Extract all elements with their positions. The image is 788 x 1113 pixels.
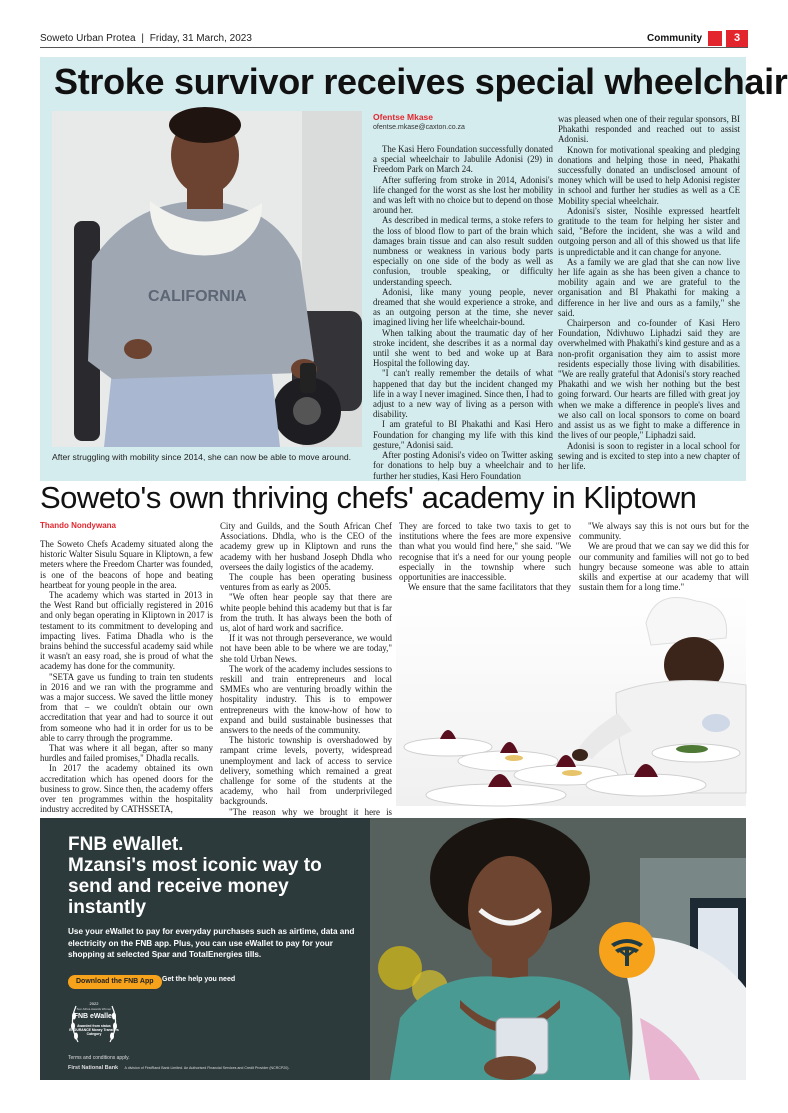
article-headline: Stroke survivor receives special wheelchair <box>54 61 788 102</box>
paragraph: "We often hear people say that there are white people behind this academy but that is far from the truth. It has always been the both of us, alot of hard work and sacrifice. <box>220 592 392 634</box>
help-link[interactable]: Get the help you need <box>162 976 236 983</box>
wheelchair-photo <box>52 111 362 447</box>
paragraph: "We always say this is not ours but for the community. <box>579 521 749 542</box>
chefs-academy-headline: Soweto's own thriving chefs' academy in Kliptown <box>40 480 697 515</box>
fnb-ewallet-advert <box>40 818 746 1080</box>
award-year: 2022 <box>89 1001 99 1006</box>
section-color-block <box>708 31 722 46</box>
publication-info <box>40 33 252 44</box>
chef-plating-illustration <box>396 593 746 806</box>
award-description: Awarded from status ENDURANCE Money Transfers Category <box>69 1024 119 1037</box>
paragraph: As a family we are glad that she can now live her life again as she has been given a chance to mobility again and we are grateful to the organisation and BI Phakathi for making a difference in her live and ours as a family," she said. <box>558 256 740 318</box>
paragraph: In 2017 the academy obtained its own accreditation which has opened doors for the business to grow. Since then, the academy offers over ten programmes within the hospitality industry accredited by CATHSSETA, <box>40 763 213 815</box>
advert-title-line-2: Mzansi's most iconic way to send and receive money instantly <box>68 855 322 918</box>
paragraph: The academy which was started in 2013 in the West Rand but officially registered in 2016 and only began operating in Kliptown in 2017 is testament to its commitment to developing and impacting lives. Fatima Dhadla who is the brains behind the successful academy said while it wasn't an easy road, she is proud of what the academy has done for the community. <box>40 590 213 672</box>
bank-name: First National Bank <box>68 1065 119 1071</box>
paragraph: The couple has been operating business ventures from as early as 2005. <box>220 572 392 593</box>
terms-text: Terms and conditions apply. <box>68 1055 130 1061</box>
paragraph: If it was not through perseverance, we would not have been able to be where we are today," she told Urban News. <box>220 633 392 664</box>
author-email: ofentse.mkase@caxton.co.za <box>373 124 465 131</box>
paragraph: City and Guilds, and the South African Chef Associations. Dhdla, who is the CEO of the academy grew up in Kliptown and runs the academy with her husband Joseph Dhdla who oversees the daily logistics of the academy. <box>220 521 392 572</box>
paragraph: "The reason why we brought it here is <box>229 806 392 817</box>
stroke-survivor-article <box>40 57 788 481</box>
author-byline: Thando Nondywana <box>40 521 116 530</box>
paragraph: Known for motivational speaking and pledging donations and helping those in need, Phakathi successfully donated an undisclosed amount of money which will be used to help Adonisi register in school and further her studies as well as a CE Mobility special wheelchair. <box>558 144 740 206</box>
paragraph: was pleased when one of their regular sponsors, BI Phakathi responded and reached out to assist Adonisi. <box>558 114 740 145</box>
author-byline: Ofentse Mkase <box>373 112 433 122</box>
paragraph: Adonisi is soon to register in a local school for sewing and is excited to step into a new chapter of her life. <box>558 440 740 471</box>
paragraph: We are proud that we can say we did this for our community and families will not go to bed hungry because someone was able to attain skills and expertise at our academy that will sustain them for a long time." <box>579 541 749 593</box>
section-label: Community <box>647 33 702 44</box>
acacia-tree-icon <box>599 922 655 978</box>
paragraph: I am grateful to BI Phakathi and Kasi Hero Foundation for changing my life with this kind gesture," Adonisi said. <box>373 419 553 450</box>
paragraph: Chairperson and co-founder of Kasi Hero Foundation, Ndivhuwo Liphadzi said they are overwhelmed with Phakathi's kind gesture and as a non-profit organisation they aim to assist more residents especially those living with disabilities. "We are really grateful that Adonisi's story reached Phakathi and we wish her nothing but the best going forward. Our hearts are filled with great joy when we make a difference in people's lives and we also call on local sponsors to come on board and assist us as we fight to make a difference in the lives of our people," Liphadzi said. <box>558 318 740 441</box>
paragraph: The Kasi Hero Foundation successfully donated a special wheelchair to Jabulile Adonisi (29) in Freedom Park on March 24. <box>373 144 553 175</box>
article-column-4 <box>579 521 749 591</box>
paragraph: "I can't really remember the details of what happened that day but the incident changed my life in a way I never imagined. Since then, I had to adjust to a new way of living as a person with disability. <box>373 368 553 420</box>
paragraph: When talking about the traumatic day of her stroke incident, she describes it as a normal day until she went to bed and woke up at Bara Hospital the following day. <box>373 327 553 369</box>
article-column-1 <box>373 144 553 481</box>
advert-title-line-1: FNB eWallet. <box>68 834 184 855</box>
award-badge <box>66 998 122 1050</box>
paragraph: After posting Adonisi's video on Twitter asking for donations to help buy a wheelchair and to further her studies, Kasi Hero Foundation <box>373 450 553 481</box>
paragraph: After suffering from stroke in 2014, Adonisi's life changed for the worst as she lost her mobility and was left with no choice but to depend on those around her. <box>373 174 553 216</box>
paragraph: "SETA gave us funding to train ten students in 2016 and we ran with the programme and was a major success. We saved the little money from that – we couldn't obtain our own accreditation that year and had to source it out from someone who had it in order for us to be able to carry through the programme. <box>40 671 213 743</box>
article-column-1 <box>40 539 213 815</box>
paragraph: The Soweto Chefs Academy situated along the historic Walter Sisulu Square in Kliptown, a few meters where the Freedom Charter was founded, is one of the beacons of hope and beating heartbeat for young people in the area. <box>40 539 213 590</box>
page-number: 3 <box>726 30 748 47</box>
paragraph: They are forced to take two taxis to get to institutions where the fees are more expensive than what you would find here," she said. "We recognise that it's a need for our young people especially in the township where such opportunities are inaccessible. <box>399 521 571 583</box>
advert-title <box>68 834 368 918</box>
photo-caption: After struggling with mobility since 2014, she can now be able to move around. <box>52 452 352 462</box>
woman-in-wheelchair-illustration <box>52 111 362 447</box>
paragraph: The historic township is overshadowed by rampant crime levels, poverty, widespread unemployment and lack of access to service delivery, something which remained a great challenge for some of the students at the academy, who hail from underprivileged backgrounds. <box>220 735 392 807</box>
article-column-2 <box>558 114 740 478</box>
paragraph: Adonisi, like many young people, never dreamed that she would experience a stroke, and as an outgoing person at the time, she never imagined living her life wheelchair-bound. <box>373 286 553 328</box>
paragraph: As described in medical terms, a stoke refers to the loss of blood flow to part of the brain which damages brain tissue and can also result sudden numbness or weakness in various body parts especially on one side of the body as well as confusion, trouble speaking, or difficulty understanding speech. <box>373 215 553 287</box>
chef-plating-photo <box>396 593 746 806</box>
publication-name: Soweto Urban Protea <box>40 33 136 44</box>
paragraph: We ensure that the same facilitators that they <box>408 582 571 593</box>
paragraph: The work of the academy includes sessions to reskill and train entrepreneurs and local SMMEs who are venturing broadly within the hospitality industry. This is to empower entrepreneurs with the know-how of how to expand and build sustainable businesses that answers to the needs of the community. <box>220 663 392 736</box>
fnb-tree-logo <box>599 922 655 978</box>
download-app-button[interactable]: Download the FNB App <box>68 975 162 989</box>
advert-footer <box>68 1065 290 1071</box>
advert-body-text: Use your eWallet to pay for everyday purchases such as airtime, data and electricity on the FNB app. Plus, you can use eWallet to pay for your shopping at selected Spar and TotalEnergies tills. <box>68 927 355 959</box>
paragraph: That was where it all began, after so many hurdles and failed promises," Dhadla recalls. <box>40 743 213 764</box>
paragraph: Adonisi's sister, Nosihle expressed heartfelt gratitude to the team for helping her sister and said, "Before the incident, she was a wild and outgoing person and all of this showed us that life is unpredictable and it can change for anyone. <box>558 205 740 257</box>
award-subtitle: Sun Africa Awards Winner <box>76 1007 112 1011</box>
header-separator: | <box>141 33 145 44</box>
award-name: FNB eWallet <box>73 1013 115 1020</box>
article-column-2 <box>220 521 392 817</box>
legal-disclaimer: A division of FirstRand Bank Limited. An Authorised Financial Services and Credit Provider (NCRCP20). <box>124 1066 290 1070</box>
page-header <box>40 30 748 48</box>
svg-text:CALIFORNIA: CALIFORNIA <box>148 288 247 305</box>
publication-date: Friday, 31 March, 2023 <box>149 33 252 44</box>
